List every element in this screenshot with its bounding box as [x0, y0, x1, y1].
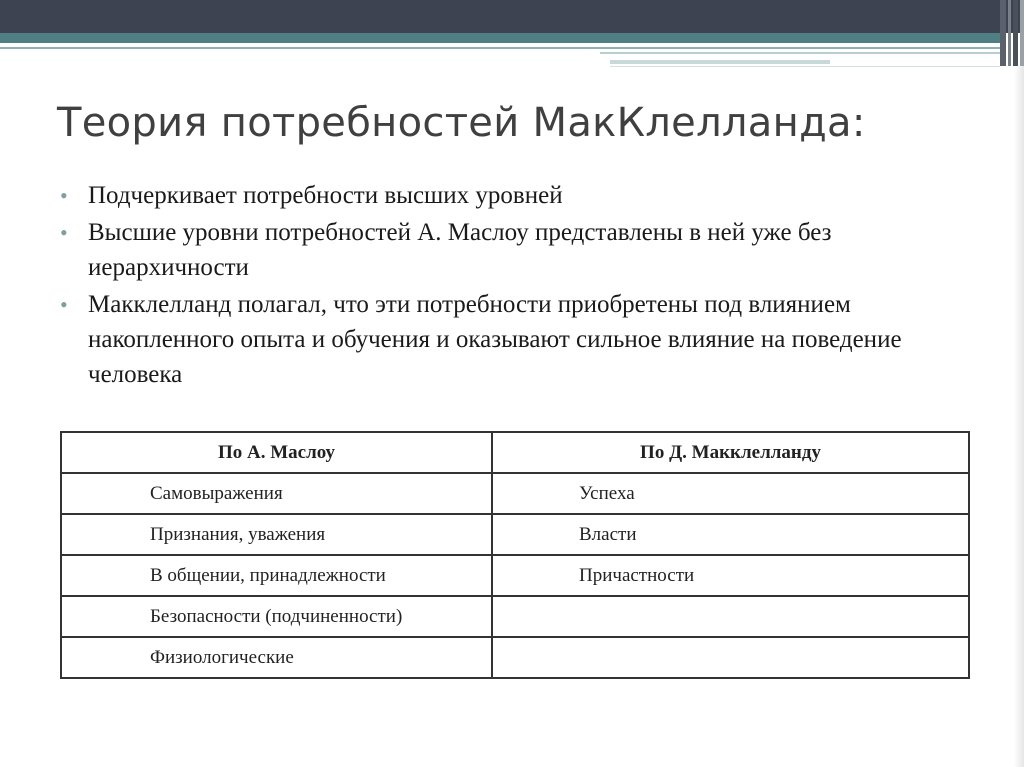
- maslow-cell: В общении, принадлежности: [61, 555, 492, 596]
- bullet-item: [60, 178, 940, 213]
- maslow-cell: Признания, уважения: [61, 514, 492, 555]
- table-row: [61, 514, 969, 555]
- bullet-text: Подчеркивает потребности высших уровней: [88, 182, 563, 209]
- accent-stripe: [0, 33, 1000, 43]
- table-row: [61, 473, 969, 514]
- header-band: [0, 0, 1024, 33]
- bullet-icon: •: [60, 220, 68, 245]
- maslow-cell: Безопасности (подчиненности): [61, 596, 492, 637]
- accent-line: [610, 66, 1000, 67]
- needs-comparison-table: [60, 431, 970, 679]
- table-header-row: [61, 432, 969, 473]
- mcclelland-cell: Причастности: [492, 555, 969, 596]
- maslow-cell: Физиологические: [61, 637, 492, 678]
- bullet-icon: •: [60, 292, 68, 317]
- bullet-list: [60, 178, 940, 394]
- mcclelland-cell: [492, 596, 969, 637]
- accent-line: [0, 47, 1000, 49]
- bullet-text: Высшие уровни потребностей А. Маслоу представлены в ней уже без иерархичности: [88, 219, 832, 281]
- mcclelland-cell: [492, 637, 969, 678]
- accent-line: [610, 60, 830, 64]
- column-header-maslow: По А. Маслоу: [61, 432, 492, 473]
- bullet-icon: •: [60, 183, 68, 208]
- table-row: [61, 637, 969, 678]
- table-row: [61, 555, 969, 596]
- bullet-item: [60, 215, 940, 285]
- corner-decoration: [1000, 0, 1024, 66]
- mcclelland-cell: Успеха: [492, 473, 969, 514]
- accent-line: [600, 52, 1000, 54]
- bullet-text: Макклелланд полагал, что эти потребности приобретены под влиянием накопленного опыта и обучения и оказывают сильное влияние на поведение человека: [88, 291, 902, 388]
- table-row: [61, 596, 969, 637]
- bullet-item: [60, 287, 940, 392]
- slide-edge-shadow: [1014, 66, 1024, 767]
- slide-title: Теория потребностей МакКлелланда:: [57, 100, 866, 146]
- maslow-cell: Самовыражения: [61, 473, 492, 514]
- column-header-mcclelland: По Д. Макклелланду: [492, 432, 969, 473]
- mcclelland-cell: Власти: [492, 514, 969, 555]
